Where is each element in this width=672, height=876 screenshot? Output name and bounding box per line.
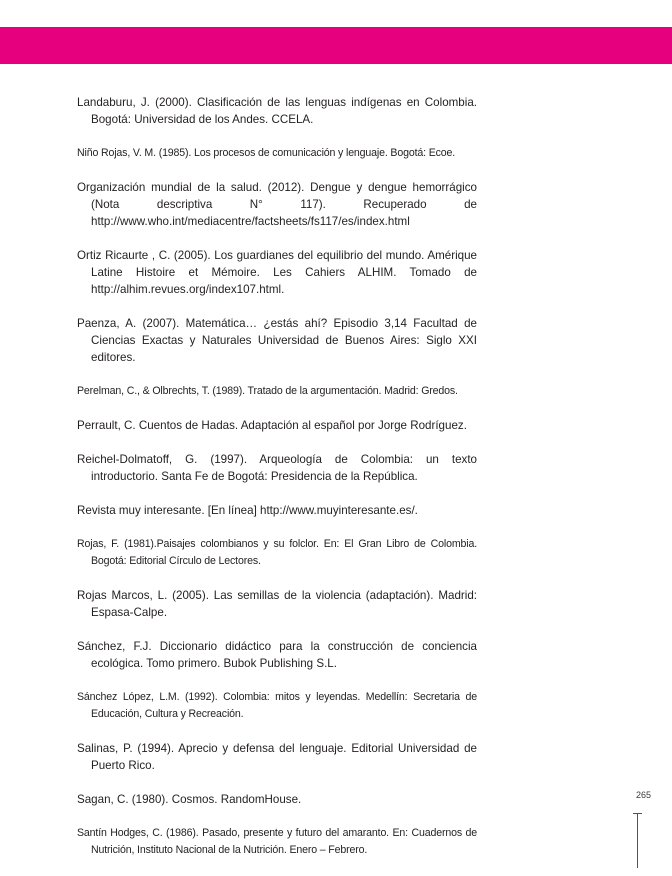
header-band [0,27,672,64]
page-marker-line [637,813,638,868]
reference-item: Rojas, F. (1981).Paisajes colombianos y su folclor. En: El Gran Libro de Colombia. Bogotá: Editorial Círculo de Lectores. [77,538,477,567]
reference-item: Ortiz Ricaurte , C. (2005). Los guardianes del equilibrio del mundo. Amérique Latine Histoire et Mémoire. Les Cahiers ALHIM. Tomado de http://alhim.revues.org/index107.html. [77,249,477,296]
reference-item: Rojas Marcos, L. (2005). Las semillas de la violencia (adaptación). Madrid: Espasa-Calpe. [77,589,477,619]
reference-item: Landaburu, J. (2000). Clasificación de las lenguas indígenas en Colombia. Bogotá: Universidad de los Andes. CCELA. [77,96,477,126]
reference-item: Reichel-Dolmatoff, G. (1997). Arqueología de Colombia: un texto introductorio. Santa Fe de Bogotá: Presidencia de la República. [77,453,477,483]
reference-item: Perrault, C. Cuentos de Hadas. Adaptación al español por Jorge Rodríguez. [77,419,467,432]
reference-item: Sagan, C. (1980). Cosmos. RandomHouse. [77,793,302,806]
page-number: 265 [635,790,651,800]
reference-list [77,94,477,876]
reference-item: Organización mundial de la salud. (2012). Dengue y dengue hemorrágico (Nota descriptiva N° 117). Recuperado de http://www.who.int/mediacentre/factsheets/fs117/es/index.html [77,181,477,228]
reference-item: Salinas, P. (1994). Aprecio y defensa del lenguaje. Editorial Universidad de Puerto Rico. [77,742,477,772]
reference-item: Paenza, A. (2007). Matemática… ¿estás ahí? Episodio 3,14 Facultad de Ciencias Exactas y Naturales Universidad de Buenos Aires: Siglo XXI editores. [77,317,477,364]
reference-item: Santín Hodges, C. (1986). Pasado, presente y futuro del amaranto. En: Cuadernos de Nutrición, Instituto Nacional de la Nutrición. Enero – Febrero. [77,827,477,856]
reference-item: Perelman, C., & Olbrechts, T. (1989). Tratado de la argumentación. Madrid: Gredos. [77,385,458,397]
reference-item: Niño Rojas, V. M. (1985). Los procesos de comunicación y lenguaje. Bogotá: Ecoe. [77,147,456,159]
reference-item: Revista muy interesante. [En línea] http://www.muyinteresante.es/. [77,504,418,517]
reference-item: Sánchez, F.J. Diccionario didáctico para la construcción de conciencia ecológica. Tomo primero. Bubok Publishing S.L. [77,640,477,670]
reference-item: Sánchez López, L.M. (1992). Colombia: mitos y leyendas. Medellín: Secretaria de Educación, Cultura y Recreación. [77,691,477,720]
